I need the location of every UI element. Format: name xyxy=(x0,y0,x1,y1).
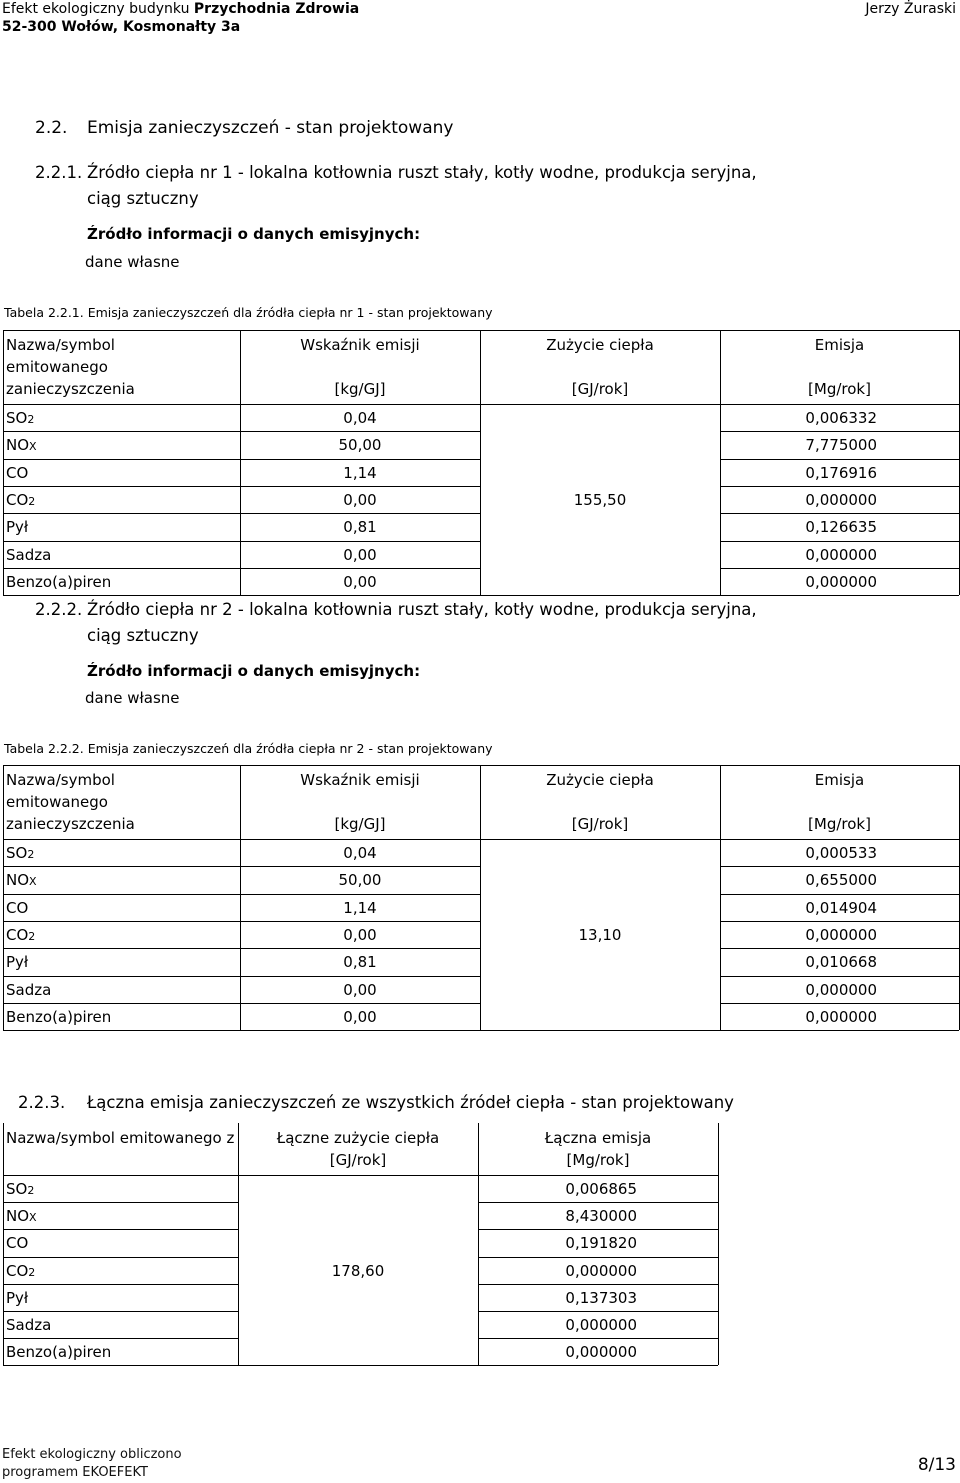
table-row-line xyxy=(3,1030,480,1031)
header-title-prefix: Efekt ekologiczny budynku xyxy=(2,1,194,17)
table-row-factor: 0,00 xyxy=(343,980,377,999)
table-row-pollutant xyxy=(6,546,51,564)
table-header-bottom-line xyxy=(3,839,959,840)
table-row-emission: 0,000000 xyxy=(805,925,877,944)
table-col-divider xyxy=(718,1123,719,1365)
table-row-emission: 0,000533 xyxy=(805,844,877,862)
table-row-pollutant xyxy=(6,1008,111,1026)
table-row-factor: 0,00 xyxy=(343,572,377,591)
table-row-factor: 1,14 xyxy=(343,898,377,917)
table-row-pollutant xyxy=(6,1316,51,1334)
subsection2-source-value: dane własne xyxy=(85,689,180,707)
table-row-line xyxy=(720,568,959,569)
footer-line1: Efekt ekologiczny obliczono xyxy=(2,1447,182,1462)
table-row-emission: 0,191820 xyxy=(565,1234,637,1253)
table2-caption: Tabela 2.2.2. Emisja zanieczyszczeń dla źródła ciepła nr 2 - stan projektowany xyxy=(4,741,493,756)
table-row-line xyxy=(480,1030,720,1031)
table-row-factor: 0,81 xyxy=(343,518,377,537)
table-usage-value: 13,10 xyxy=(578,925,622,944)
table-row-pollutant xyxy=(6,491,35,509)
table-row-line xyxy=(720,1030,959,1031)
table-row-line xyxy=(720,541,959,542)
table-row-line xyxy=(720,513,959,514)
pollutant-symbol: CO xyxy=(6,1261,29,1280)
table-row-emission: 0,176916 xyxy=(805,463,877,482)
table-row-factor: 1,14 xyxy=(343,463,377,482)
pollutant-symbol: CO xyxy=(6,925,29,944)
table-row-pollutant xyxy=(6,436,37,454)
table-row-emission: 0,655000 xyxy=(805,871,877,890)
table-row-line xyxy=(720,866,959,867)
table-row-emission: 0,006332 xyxy=(805,409,877,427)
pollutant-subscript: 2 xyxy=(28,494,36,508)
header-name-line2: emitowanego xyxy=(6,358,108,376)
pollutant-symbol: Pył xyxy=(6,953,29,972)
pollutant-symbol: Pył xyxy=(6,518,29,537)
pollutant-symbol: Benzo(a)piren xyxy=(6,1007,112,1026)
table-row-line xyxy=(3,1311,238,1312)
table1-caption: Tabela 2.2.1. Emisja zanieczyszczeń dla źródła ciepła nr 1 - stan projektowany xyxy=(4,305,493,320)
pollutant-symbol: SO xyxy=(6,1180,28,1198)
header-name: Nazwa/symbol emitowanego z xyxy=(6,1129,235,1147)
table-row-line xyxy=(720,595,959,596)
subsection3-title: Łączna emisja zanieczyszczeń ze wszystkich źródeł ciepła - stan projektowany xyxy=(87,1093,734,1112)
table-col-divider xyxy=(480,330,481,595)
table-border-left xyxy=(3,330,4,595)
table-row-emission: 0,000000 xyxy=(565,1343,637,1362)
header-emission: Emisja xyxy=(814,771,865,789)
table-row-line xyxy=(478,1202,718,1203)
pollutant-symbol: Pył xyxy=(6,1288,29,1307)
table-row-line xyxy=(720,894,959,895)
header-usage-line1: Łączne zużycie ciepła xyxy=(276,1129,440,1147)
header-factor: Wskaźnik emisji xyxy=(300,771,420,789)
section-number: 2.2. xyxy=(35,118,68,138)
section-title: Emisja zanieczyszczeń - stan projektowany xyxy=(87,118,454,138)
table-row-line xyxy=(3,976,480,977)
header-emission-unit: [Mg/rok] xyxy=(808,380,871,398)
table-row-factor: 50,00 xyxy=(338,871,382,890)
subsection2-number: 2.2.2. xyxy=(35,600,83,619)
table-row-emission: 0,000000 xyxy=(805,545,877,564)
table-header-bottom-line xyxy=(3,1175,718,1176)
table-row-line xyxy=(3,921,480,922)
pollutant-symbol: CO xyxy=(6,463,29,482)
table-row-line xyxy=(720,921,959,922)
pollutant-symbol: SO xyxy=(6,844,28,862)
pollutant-symbol: NO xyxy=(6,1207,30,1226)
table-row-factor: 0,00 xyxy=(343,925,377,944)
subsection1-title-line1: Źródło ciepła nr 1 - lokalna kotłownia ruszt stały, kotły wodne, produkcja seryjna, xyxy=(87,163,757,182)
table-row-line xyxy=(720,486,959,487)
table-row-line xyxy=(478,1284,718,1285)
pollutant-subscript: X xyxy=(29,875,37,889)
pollutant-symbol: Sadza xyxy=(6,1316,52,1334)
table-row-pollutant xyxy=(6,1180,34,1198)
header-name-line3: zanieczyszczenia xyxy=(6,815,135,833)
table-row-pollutant xyxy=(6,899,28,917)
header-emission: Emisja xyxy=(814,336,865,354)
table-row-pollutant xyxy=(6,981,51,999)
header-emission-unit: [Mg/rok] xyxy=(808,815,871,833)
footer-line2: programem EKOEFEKT xyxy=(2,1465,148,1480)
table-row-line xyxy=(478,1257,718,1258)
pollutant-symbol: Sadza xyxy=(6,545,52,564)
pollutant-symbol: NO xyxy=(6,871,30,890)
table-row-line xyxy=(478,1338,718,1339)
table-row-line xyxy=(3,1202,238,1203)
subsection1-source-value: dane własne xyxy=(85,253,180,271)
header-emission-line1: Łączna emisja xyxy=(544,1129,652,1147)
header-usage-unit: [GJ/rok] xyxy=(571,815,629,833)
table-usage-value: 155,50 xyxy=(573,490,627,509)
table-border-top xyxy=(3,765,959,766)
table-col-divider xyxy=(480,765,481,1030)
table-row-line xyxy=(720,459,959,460)
table-row-line xyxy=(3,894,480,895)
table-row-factor: 0,00 xyxy=(343,490,377,509)
table-row-emission: 0,137303 xyxy=(565,1288,637,1307)
table-row-emission: 0,010668 xyxy=(805,953,877,972)
table-row-pollutant xyxy=(6,953,28,971)
table-usage-value: 178,60 xyxy=(331,1261,385,1280)
table-row-line xyxy=(238,1365,478,1366)
header-factor: Wskaźnik emisji xyxy=(300,336,420,354)
header-name-line1: Nazwa/symbol xyxy=(6,336,115,354)
table-row-emission: 0,014904 xyxy=(805,898,877,917)
table-row-factor: 0,00 xyxy=(343,1007,377,1026)
table-row-line xyxy=(3,541,480,542)
subsection2-source-label: Źródło informacji o danych emisyjnych: xyxy=(87,662,421,680)
table-row-line xyxy=(3,1229,238,1230)
table-row-line xyxy=(720,431,959,432)
table-row-line xyxy=(3,1338,238,1339)
table-row-line xyxy=(3,1365,238,1366)
pollutant-subscript: X xyxy=(29,440,37,454)
pollutant-subscript: 2 xyxy=(28,929,36,943)
table-row-pollutant xyxy=(6,464,28,482)
table-row-line xyxy=(478,1311,718,1312)
table-col-divider xyxy=(720,839,721,1030)
table-border-left xyxy=(3,1123,4,1365)
header-usage: Zużycie ciepła xyxy=(546,336,654,354)
pollutant-symbol: SO xyxy=(6,409,28,427)
header-author: Jerzy Żuraski xyxy=(865,1,956,17)
table-row-line xyxy=(3,486,480,487)
pollutant-symbol: CO xyxy=(6,490,29,509)
header-building-name: Przychodnia Zdrowia xyxy=(193,1,360,17)
header-emission-line2: [Mg/rok] xyxy=(566,1151,630,1169)
table-row-factor: 50,00 xyxy=(338,436,382,455)
table-row-emission: 0,006865 xyxy=(565,1180,637,1198)
header-name-line2: emitowanego xyxy=(6,793,108,811)
pollutant-symbol: Benzo(a)piren xyxy=(6,1343,112,1362)
table-row-line xyxy=(3,568,480,569)
header-usage-line2: [GJ/rok] xyxy=(329,1151,387,1169)
table-row-factor: 0,81 xyxy=(343,953,377,972)
table-row-line xyxy=(3,866,480,867)
header-usage: Zużycie ciepła xyxy=(546,771,654,789)
table-row-line xyxy=(478,1229,718,1230)
pollutant-symbol: CO xyxy=(6,898,29,917)
pollutant-subscript: 2 xyxy=(27,413,35,426)
header-address: 52-300 Wołów, Kosmonałty 3a xyxy=(2,19,241,35)
table-row-pollutant xyxy=(6,1234,28,1252)
table-row-line xyxy=(3,513,480,514)
pollutant-subscript: X xyxy=(29,1211,37,1225)
table-row-emission: 0,000000 xyxy=(805,572,877,591)
page-number: 8/13 xyxy=(917,1455,956,1475)
table-row-line xyxy=(3,459,480,460)
header-factor-unit: [kg/GJ] xyxy=(334,380,386,398)
table-row-emission: 0,000000 xyxy=(805,490,877,509)
table-row-line xyxy=(720,948,959,949)
header-usage-unit: [GJ/rok] xyxy=(571,380,629,398)
table-row-line xyxy=(3,1257,238,1258)
subsection3-number: 2.2.3. xyxy=(18,1093,66,1112)
subsection1-title-line2: ciąg sztuczny xyxy=(87,189,199,208)
table-col-divider xyxy=(720,404,721,595)
table-row-factor: 0,04 xyxy=(343,409,377,427)
table-row-line xyxy=(478,1365,718,1366)
table-row-emission: 0,000000 xyxy=(805,980,877,999)
table-row-pollutant xyxy=(6,926,35,944)
table-border-top xyxy=(3,330,959,331)
table-row-line xyxy=(3,1284,238,1285)
table-row-pollutant xyxy=(6,844,34,862)
header-name-line1: Nazwa/symbol xyxy=(6,771,115,789)
header-name-line3: zanieczyszczenia xyxy=(6,380,135,398)
table-row-factor: 0,00 xyxy=(343,545,377,564)
table-row-pollutant xyxy=(6,1343,111,1361)
table-row-emission: 7,775000 xyxy=(805,436,877,455)
table-border-left xyxy=(3,765,4,1030)
table-row-line xyxy=(3,431,480,432)
subsection2-title-line1: Źródło ciepła nr 2 - lokalna kotłownia ruszt stały, kotły wodne, produkcja seryjna, xyxy=(87,600,757,619)
subsection1-number: 2.2.1. xyxy=(35,163,83,182)
table-row-line xyxy=(3,1003,480,1004)
table-row-emission: 8,430000 xyxy=(565,1207,637,1226)
pollutant-subscript: 2 xyxy=(28,1265,36,1279)
header-title xyxy=(2,1,359,17)
pollutant-subscript: 2 xyxy=(27,848,35,861)
table-row-emission: 0,000000 xyxy=(565,1316,637,1334)
table-row-pollutant xyxy=(6,518,28,536)
table-row-line xyxy=(3,595,480,596)
pollutant-symbol: Benzo(a)piren xyxy=(6,572,112,591)
table-row-line xyxy=(720,1003,959,1004)
table-row-line xyxy=(3,948,480,949)
table-row-factor: 0,04 xyxy=(343,844,377,862)
table-row-line xyxy=(720,976,959,977)
table-row-pollutant xyxy=(6,1262,35,1280)
table-header-bottom-line xyxy=(3,404,959,405)
subsection1-source-label: Źródło informacji o danych emisyjnych: xyxy=(87,225,421,243)
table-row-pollutant xyxy=(6,573,111,591)
subsection2-title-line2: ciąg sztuczny xyxy=(87,626,199,645)
header-factor-unit: [kg/GJ] xyxy=(334,815,386,833)
table-row-emission: 0,000000 xyxy=(565,1261,637,1280)
table-row-line xyxy=(480,595,720,596)
table-row-emission: 0,000000 xyxy=(805,1007,877,1026)
pollutant-symbol: NO xyxy=(6,436,30,455)
table-row-pollutant xyxy=(6,1207,37,1225)
table-row-pollutant xyxy=(6,409,34,427)
table-row-emission: 0,126635 xyxy=(805,518,877,537)
pollutant-subscript: 2 xyxy=(27,1184,35,1197)
pollutant-symbol: CO xyxy=(6,1234,29,1253)
table-row-pollutant xyxy=(6,1289,28,1307)
table-row-pollutant xyxy=(6,871,37,889)
pollutant-symbol: Sadza xyxy=(6,980,52,999)
